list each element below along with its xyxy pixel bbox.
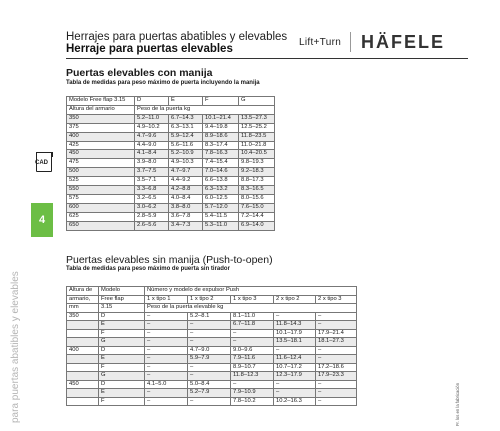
weight-range-cell: – xyxy=(145,363,188,372)
side-note: Fr. los en la fabricación xyxy=(455,382,460,426)
table-header-row xyxy=(67,295,357,304)
weight-range-cell: 2.6–5.6 xyxy=(135,221,169,230)
weight-range-cell: 4.7–9.7 xyxy=(169,168,203,177)
weight-range-cell: 3.6–7.8 xyxy=(169,212,203,221)
cabinet-height-cell: 500 xyxy=(67,168,135,177)
cabinet-height-cell: 450 xyxy=(67,380,99,389)
weight-range-cell: 3.8–8.0 xyxy=(169,203,203,212)
weight-range-cell: – xyxy=(188,397,231,406)
weight-range-cell: 5.7–12.0 xyxy=(203,203,239,212)
weight-range-cell: 11.8–23.5 xyxy=(239,132,275,141)
weight-range-cell: 4.7–9.6 xyxy=(135,132,169,141)
weight-range-cell: – xyxy=(145,312,188,321)
cabinet-height-cell: 375 xyxy=(67,123,135,132)
weight-range-cell: 7.6–15.0 xyxy=(239,203,275,212)
cabinet-height-cell xyxy=(67,329,99,338)
weight-range-cell: 9.2–18.3 xyxy=(239,168,275,177)
weight-range-cell: 4.1–8.4 xyxy=(135,150,169,159)
weight-range-cell: 8.9–10.7 xyxy=(231,363,274,372)
model-col-label: Free flap xyxy=(99,295,145,304)
weight-range-cell: – xyxy=(316,380,357,389)
weight-range-cell: 10.1–21.4 xyxy=(203,114,239,123)
weight-range-cell: – xyxy=(231,380,274,389)
weight-range-cell: 3.2–6.5 xyxy=(135,194,169,203)
section-subtitle: Tabla de medidas para peso máximo de puerta incluyendo la manija xyxy=(66,80,260,86)
weight-range-cell: – xyxy=(188,338,231,347)
weight-range-cell: 11.8–12.3 xyxy=(231,372,274,381)
weight-range-cell: 5.3–11.0 xyxy=(203,221,239,230)
table-row xyxy=(67,186,275,195)
col-header: G xyxy=(239,97,275,106)
table-row xyxy=(67,346,357,355)
weight-range-cell: 6.6–13.8 xyxy=(203,177,239,186)
weight-range-cell: 9.8–19.3 xyxy=(239,159,275,168)
weight-range-cell: 8.0–15.6 xyxy=(239,194,275,203)
side-chapter-label: para puertas abatibles y elevables xyxy=(10,271,21,423)
table-header-row xyxy=(67,304,357,313)
cabinet-height-cell: 400 xyxy=(67,132,135,141)
table-row xyxy=(67,355,357,364)
header-divider xyxy=(350,32,351,52)
cabinet-height-cell: 550 xyxy=(67,186,135,195)
weight-range-cell: 3.3–6.8 xyxy=(135,186,169,195)
header-category: Herrajes para puertas abatibles y elevables xyxy=(66,31,288,43)
cabinet-height-cell: 625 xyxy=(67,212,135,221)
weight-range-cell: 7.4–15.4 xyxy=(203,159,239,168)
weight-range-cell: – xyxy=(145,389,188,398)
weight-range-cell: 3.9–8.0 xyxy=(135,159,169,168)
weight-range-cell: – xyxy=(145,397,188,406)
model-cell: D xyxy=(99,312,145,321)
height-col-label: armario, xyxy=(67,295,99,304)
section-subtitle: Tabla de medidas para peso máximo de puerta sin tirador xyxy=(66,266,230,272)
weight-range-cell: 8.1–11.0 xyxy=(231,312,274,321)
weight-range-cell: – xyxy=(274,389,316,398)
table-row xyxy=(67,372,357,381)
weight-range-cell: 4.2–8.8 xyxy=(169,186,203,195)
col-header: F xyxy=(203,97,239,106)
table-row xyxy=(67,150,275,159)
cabinet-height-cell xyxy=(67,321,99,330)
cabinet-height-cell xyxy=(67,355,99,364)
weight-range-cell: 7.9–10.9 xyxy=(231,389,274,398)
weight-range-cell: – xyxy=(231,329,274,338)
weight-range-cell: 8.3–16.5 xyxy=(239,186,275,195)
weight-range-cell: 6.3–13.1 xyxy=(169,123,203,132)
product-logo: Lift+Turn xyxy=(299,37,342,48)
cabinet-height-cell: 450 xyxy=(67,150,135,159)
cabinet-height-cell: 425 xyxy=(67,141,135,150)
weight-range-cell: 8.3–17.4 xyxy=(203,141,239,150)
table-row xyxy=(67,338,357,347)
weight-range-cell: 3.4–7.3 xyxy=(169,221,203,230)
weight-range-cell: 5.6–11.6 xyxy=(169,141,203,150)
weight-range-cell: 6.9–14.0 xyxy=(239,221,275,230)
weight-range-cell: 5.9–12.4 xyxy=(169,132,203,141)
weight-range-cell: 13.5–18.1 xyxy=(274,338,316,347)
cabinet-height-cell: 600 xyxy=(67,203,135,212)
height-label: Altura del armario xyxy=(67,105,135,114)
weight-label: Peso de la puerta kg xyxy=(135,105,275,114)
weight-range-cell: 11.0–21.8 xyxy=(239,141,275,150)
weight-range-cell: – xyxy=(274,380,316,389)
cabinet-height-cell: 475 xyxy=(67,159,135,168)
cabinet-height-cell: 350 xyxy=(67,312,99,321)
weight-range-cell: 5.9–7.9 xyxy=(188,355,231,364)
weight-range-cell: 3.7–7.5 xyxy=(135,168,169,177)
weight-range-cell: 7.2–14.4 xyxy=(239,212,275,221)
table-row xyxy=(67,159,275,168)
weight-range-cell: – xyxy=(316,346,357,355)
weight-range-cell: 7.8–10.2 xyxy=(231,397,274,406)
push-col-header: 2 x tipo 3 xyxy=(316,295,357,304)
weight-range-cell: 3.5–7.1 xyxy=(135,177,169,186)
table-row xyxy=(67,123,275,132)
weight-range-cell: 4.9–10.2 xyxy=(135,123,169,132)
weight-range-cell: 5.0–8.4 xyxy=(188,380,231,389)
table-row xyxy=(67,141,275,150)
weight-range-cell: 5.2–11.0 xyxy=(135,114,169,123)
table-row xyxy=(67,380,357,389)
table-row xyxy=(67,397,357,406)
model-cell: E xyxy=(99,389,145,398)
weight-range-cell: 5.2–10.9 xyxy=(169,150,203,159)
section-title: Puertas elevables con manija xyxy=(66,67,213,79)
cabinet-height-cell xyxy=(67,389,99,398)
cabinet-height-cell xyxy=(67,397,99,406)
model-cell: F xyxy=(99,329,145,338)
cabinet-height-cell xyxy=(67,372,99,381)
weight-range-cell: – xyxy=(188,363,231,372)
weight-range-cell: 12.3–17.9 xyxy=(274,372,316,381)
model-cell: F xyxy=(99,397,145,406)
table-row xyxy=(67,221,275,230)
weight-range-cell: 5.4–11.5 xyxy=(203,212,239,221)
weight-range-cell: – xyxy=(316,355,357,364)
weight-range-cell: – xyxy=(145,321,188,330)
weight-range-cell: 11.6–12.4 xyxy=(274,355,316,364)
col-header: D xyxy=(135,97,169,106)
table-row xyxy=(67,363,357,372)
weight-range-cell: 4.0–8.4 xyxy=(169,194,203,203)
weight-range-cell: – xyxy=(145,329,188,338)
table-header-row xyxy=(67,287,357,296)
weight-range-cell: 4.4–9.0 xyxy=(135,141,169,150)
weight-range-cell: 17.9–21.4 xyxy=(316,329,357,338)
height-col-label: Altura de xyxy=(67,287,99,296)
weight-range-cell: – xyxy=(231,338,274,347)
weight-range-cell: 13.5–27.3 xyxy=(239,114,275,123)
model-cell: F xyxy=(99,363,145,372)
cabinet-height-cell: 575 xyxy=(67,194,135,203)
weight-range-cell: 7.9–11.6 xyxy=(231,355,274,364)
model-cell: G xyxy=(99,372,145,381)
table-row xyxy=(67,212,275,221)
model-cell: G xyxy=(99,338,145,347)
weights-table-push-to-open xyxy=(66,286,357,406)
weight-range-cell: 11.8–14.3 xyxy=(274,321,316,330)
weight-range-cell: 17.9–23.3 xyxy=(316,372,357,381)
weights-table-with-handle xyxy=(66,96,275,231)
weight-range-cell: 5.2–7.9 xyxy=(188,389,231,398)
col-header: E xyxy=(169,97,203,106)
weight-range-cell: 5.2–8.1 xyxy=(188,312,231,321)
weight-range-cell: – xyxy=(145,372,188,381)
push-col-header: 1 x tipo 1 xyxy=(145,295,188,304)
weight-range-cell: 4.1–5.0 xyxy=(145,380,188,389)
cabinet-height-cell xyxy=(67,363,99,372)
weight-range-cell: – xyxy=(188,372,231,381)
weight-range-cell: 10.2–16.3 xyxy=(274,397,316,406)
weight-range-cell: 9.0–9.6 xyxy=(231,346,274,355)
weight-range-cell: 10.7–17.2 xyxy=(274,363,316,372)
cad-icon-label: CAD xyxy=(35,160,48,166)
cabinet-height-cell: 350 xyxy=(67,114,135,123)
push-col-header: 2 x tipo 2 xyxy=(274,295,316,304)
table-row xyxy=(67,168,275,177)
cabinet-height-cell xyxy=(67,338,99,347)
weight-range-cell: 7.0–14.6 xyxy=(203,168,239,177)
weight-range-cell: 10.1–17.9 xyxy=(274,329,316,338)
weight-range-cell: – xyxy=(316,389,357,398)
push-header: Número y modelo de expulsor Push xyxy=(145,287,357,296)
table-row xyxy=(67,194,275,203)
table-header-row xyxy=(67,105,275,114)
model-label: Modelo Free flap 3.15 xyxy=(67,97,135,106)
weight-range-cell: 4.4–9.2 xyxy=(169,177,203,186)
model-col-label: Modelo xyxy=(99,287,145,296)
table-header-row xyxy=(67,97,275,106)
weight-range-cell: 17.2–18.6 xyxy=(316,363,357,372)
weight-range-cell: – xyxy=(145,346,188,355)
weight-range-cell: – xyxy=(145,338,188,347)
weight-range-cell: – xyxy=(316,397,357,406)
weight-range-cell: – xyxy=(145,355,188,364)
table-row xyxy=(67,389,357,398)
weight-range-cell: 10.4–20.5 xyxy=(239,150,275,159)
model-cell: D xyxy=(99,346,145,355)
weight-range-cell: – xyxy=(316,312,357,321)
weight-range-cell: 6.3–13.2 xyxy=(203,186,239,195)
weight-range-cell: – xyxy=(188,329,231,338)
weight-label: Peso de la puerta elevable kg xyxy=(145,304,357,313)
weight-range-cell: – xyxy=(316,321,357,330)
chapter-tab: 4 xyxy=(31,203,53,237)
push-col-header: 1 x tipo 3 xyxy=(231,295,274,304)
model-cell: D xyxy=(99,380,145,389)
table-row xyxy=(67,177,275,186)
section-title: Puertas elevables sin manija (Push-to-open) xyxy=(66,254,273,266)
cabinet-height-cell: 400 xyxy=(67,346,99,355)
weight-range-cell: 6.7–11.8 xyxy=(231,321,274,330)
header-title: Herraje para puertas elevables xyxy=(66,43,233,55)
model-cell: E xyxy=(99,321,145,330)
weight-range-cell: 12.5–25.2 xyxy=(239,123,275,132)
weight-range-cell: 3.0–6.2 xyxy=(135,203,169,212)
table-row xyxy=(67,114,275,123)
weight-range-cell: 6.0–12.5 xyxy=(203,194,239,203)
cabinet-height-cell: 650 xyxy=(67,221,135,230)
height-col-label: mm xyxy=(67,304,99,313)
weight-range-cell: 8.9–18.6 xyxy=(203,132,239,141)
table-row xyxy=(67,132,275,141)
model-cell: E xyxy=(99,355,145,364)
weight-range-cell: 9.4–19.8 xyxy=(203,123,239,132)
weight-range-cell: 6.7–14.3 xyxy=(169,114,203,123)
table-row xyxy=(67,203,275,212)
weight-range-cell: 4.7–9.0 xyxy=(188,346,231,355)
cabinet-height-cell: 525 xyxy=(67,177,135,186)
model-col-label: 3.15 xyxy=(99,304,145,313)
weight-range-cell: – xyxy=(188,321,231,330)
push-col-header: 1 x tipo 2 xyxy=(188,295,231,304)
weight-range-cell: – xyxy=(274,346,316,355)
weight-range-cell: 18.1–27.3 xyxy=(316,338,357,347)
table-row xyxy=(67,312,357,321)
weight-range-cell: 7.8–16.3 xyxy=(203,150,239,159)
table-row xyxy=(67,329,357,338)
table-row xyxy=(67,321,357,330)
weight-range-cell: – xyxy=(274,312,316,321)
weight-range-cell: 2.8–5.9 xyxy=(135,212,169,221)
brand-logo: HÄFELE xyxy=(361,32,445,52)
weight-range-cell: 8.8–17.3 xyxy=(239,177,275,186)
header-rule xyxy=(66,58,468,59)
weight-range-cell: 4.9–10.3 xyxy=(169,159,203,168)
